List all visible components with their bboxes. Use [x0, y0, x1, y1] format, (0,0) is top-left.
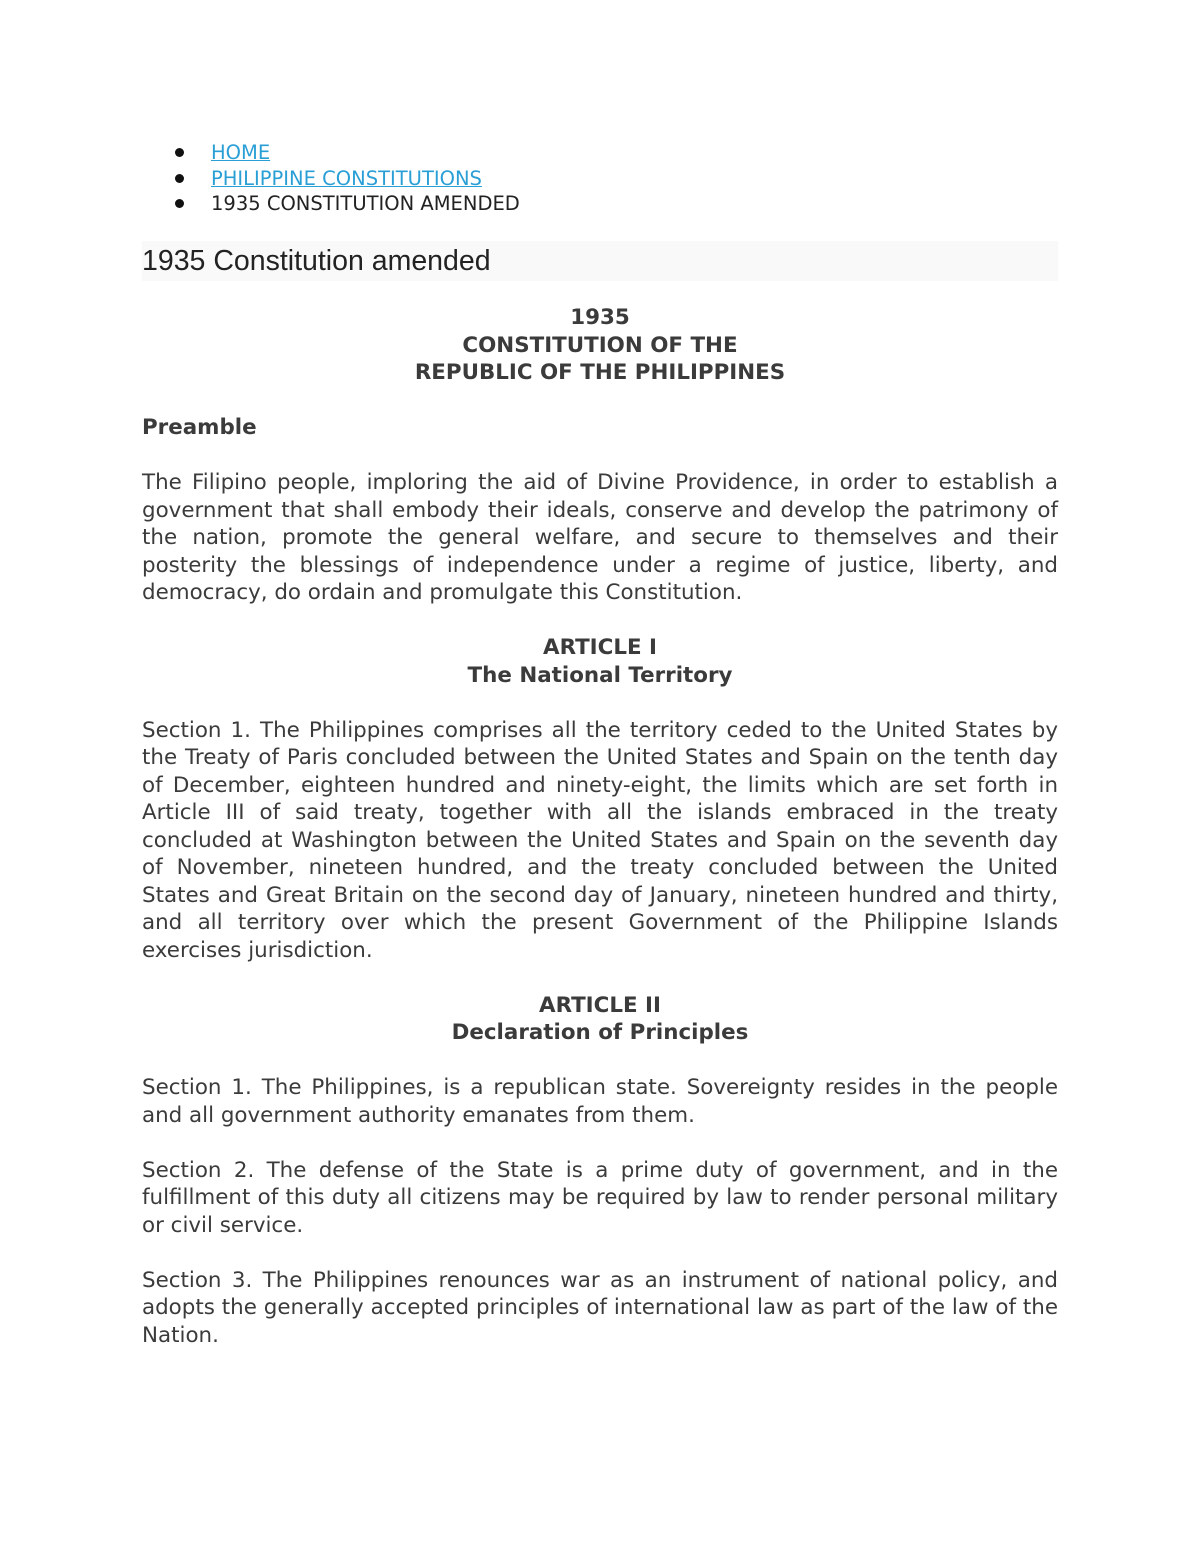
preamble-heading: Preamble: [142, 415, 257, 440]
document-title-line-2: CONSTITUTION OF THE: [462, 332, 738, 358]
breadcrumb: [142, 140, 1058, 217]
bullet-icon: [175, 199, 184, 208]
page-title-bar: [142, 241, 1058, 281]
article-2-section-2: Section 2. The defense of the State is a prime duty of government, and in the fulfillment of this duty all citizens may be required by law to render personal military or civil service.: [142, 1157, 1058, 1238]
constitution-text: [142, 304, 1058, 1349]
article-2-section-1: Section 1. The Philippines, is a republican state. Sovereignty resides in the people and all government authority emanates from them.: [142, 1075, 1058, 1128]
breadcrumb-item-current: [142, 191, 1058, 217]
preamble-text: The Filipino people, imploring the aid of Divine Providence, in order to establish a government that shall embody their ideals, conserve and develop the patrimony of the nation, promote the general welfare, and secure to themselves and their posterity the blessings of independence under a regime of justice, liberty, and democracy, do ordain and promulgate this Constitution.: [142, 470, 1058, 605]
breadcrumb-item-home: [142, 140, 1058, 166]
article-1-title: The National Territory: [467, 662, 733, 688]
document-title-year: 1935: [570, 305, 630, 330]
breadcrumb-current-label: 1935 CONSTITUTION AMENDED: [211, 192, 520, 215]
article-1-section-1: Section 1. The Philippines comprises all the territory ceded to the United States by the Treaty of Paris concluded between the United States and Spain on the tenth day of December, eighteen hundred and ninety-eight, the limits which are set forth in Article III of said treaty, together with all the islands embraced in the treaty concluded at Washington between the United States and Spain on the seventh day of November, nineteen hundred, and the treaty concluded between the United States and Great Britain on the second day of January, nineteen hundred and thirty, and all territory over which the present Government of the Philippine Islands exercises jurisdiction.: [142, 717, 1058, 963]
bullet-icon: [175, 174, 184, 183]
bullet-icon: [175, 148, 184, 157]
article-2-title: Declaration of Principles: [451, 1020, 749, 1045]
document-title-line-3: REPUBLIC OF THE PHILIPPINES: [414, 360, 786, 385]
article-2-section-3: Section 3. The Philippines renounces war as an instrument of national policy, and adopts the generally accepted principles of international law as part of the law of the Nation.: [142, 1267, 1058, 1348]
article-1-number: ARTICLE I: [543, 635, 657, 660]
philippine-constitutions-link[interactable]: PHILIPPINE CONSTITUTIONS: [211, 166, 482, 190]
home-link[interactable]: HOME: [211, 141, 271, 164]
breadcrumb-item-philippine-constitutions: [142, 166, 1058, 192]
article-2-number: ARTICLE II: [539, 992, 661, 1018]
page-title: 1935 Constitution amended: [142, 245, 491, 277]
